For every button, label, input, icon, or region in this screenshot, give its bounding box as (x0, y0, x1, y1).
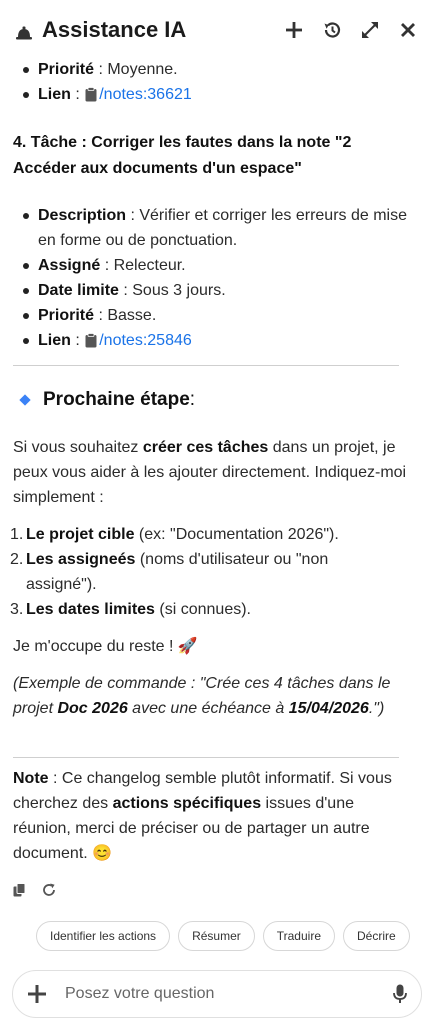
task4-title: 4. Tâche : Corriger les fautes dans la note "2 Accéder aux documents d'un espace" (13, 134, 352, 177)
clipboard-icon (85, 331, 97, 356)
list-item: 3. Les dates limites (si connues). (10, 601, 251, 618)
copy-icon[interactable] (13, 883, 26, 902)
message-actions (13, 883, 56, 902)
assistant-header (0, 0, 434, 60)
list-item: Priorité : Moyenne. (0, 57, 420, 82)
list-item: Lien : /notes:36621 (0, 82, 420, 110)
mic-icon[interactable] (393, 984, 407, 1004)
divider (13, 365, 399, 366)
question-input[interactable] (63, 984, 393, 1004)
composer (12, 970, 422, 1018)
refresh-icon[interactable] (42, 883, 56, 902)
plus-icon[interactable] (282, 18, 306, 42)
list-item: Date limite : Sous 3 jours. (0, 278, 410, 303)
list-item: 2. Les assigneés (noms d'utilisateur ou "non assigné"). (10, 551, 329, 593)
list-item: Lien : /notes:25846 (0, 328, 410, 356)
list-item: 1. Le projet cible (ex: "Documentation 2026"). (10, 526, 339, 543)
diamond-icon (19, 394, 30, 405)
list-item: Description : Vérifier et corriger les erreurs de mise en forme ou de ponctuation. (0, 203, 410, 253)
assistant-title: Assistance IA (42, 17, 187, 42)
suggestion-chip[interactable]: Identifier les actions (36, 921, 170, 951)
section-heading: Prochaine étape : (13, 387, 195, 413)
next-step-list (0, 522, 400, 622)
suggestion-chip[interactable]: Traduire (263, 921, 335, 951)
task3-details (0, 57, 420, 110)
plus-icon[interactable] (27, 984, 47, 1004)
history-icon[interactable] (320, 18, 344, 42)
suggestion-chip[interactable]: Résumer (178, 921, 255, 951)
closing-text: Je m'occupe du reste ! 🚀 (13, 638, 198, 655)
bell-icon (14, 20, 34, 40)
suggestion-chips (36, 921, 410, 951)
note-link[interactable]: /notes:25846 (99, 332, 192, 349)
note-text: Note : Ce changelog semble plutôt informatif. Si vous cherchez des actions spécifiques issues d'une réunion, merci de préciser ou de partager un autre document. 😊 (13, 770, 392, 862)
suggestion-chip[interactable]: Décrire (343, 921, 410, 951)
next-step-intro: Si vous souhaitez créer ces tâches dans un projet, je peux vous aider à les ajouter directement. Indiquez-moi simplement : (13, 439, 407, 506)
list-item: Assigné : Relecteur. (0, 253, 410, 278)
expand-icon[interactable] (358, 18, 382, 42)
clipboard-icon (85, 85, 97, 110)
list-item: Priorité : Basse. (0, 303, 410, 328)
note-link[interactable]: /notes:36621 (99, 86, 192, 103)
example-command: (Exemple de commande : "Crée ces 4 tâches dans le projet Doc 2026 avec une échéance à 15/04/2026.") (13, 675, 391, 717)
divider (13, 757, 399, 758)
close-icon[interactable] (396, 18, 420, 42)
task4-details (0, 203, 410, 356)
